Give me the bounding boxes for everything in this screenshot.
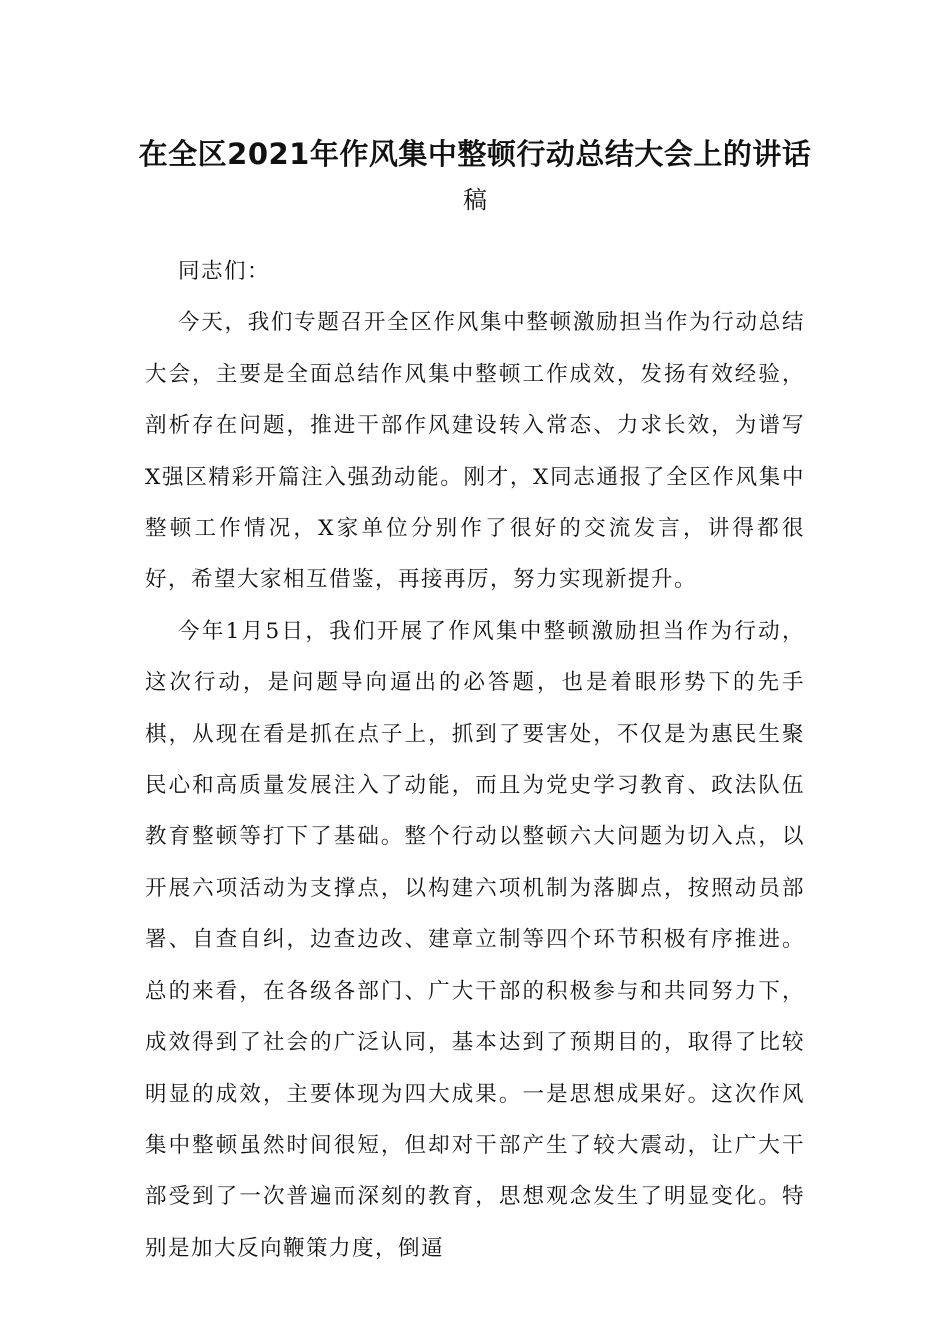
document-title: 在全区2021年作风集中整顿行动总结大会上的讲话 [138, 137, 812, 171]
document-title-continuation: 稿 [463, 186, 487, 214]
paragraph-2: 今年1月5日，我们开展了作风集中整顿激励担当作为行动，这次行动，是问题导向逼出的必答题，也是着眼形势下的先手棋，从现在看是抓在点子上，抓到了要害处，不仅是为惠民生聚民心和高质量发展注入了动能，而且为党史学习教育、政法队伍教育整顿等打下了基础。整个行动以整顿六大问题为切入点，以开展六项活动为支撑点，以构建六项机制为落脚点，按照动员部署、自查自纠，边查边改、建章立制等四个环节积极有序推进。总的来看，在各级各部门、广大干部的积极参与和共同努力下，成效得到了社会的广泛认同，基本达到了预期目的，取得了比较明显的成效，主要体现为四大成果。一是思想成果好。这次作风集中整顿虽然时间很短，但却对干部产生了较大震动，让广大干部受到了一次普遍而深刻的教育，思想观念发生了明显变化。特别是加大反向鞭策力度，倒逼 [145, 618, 805, 1261]
paragraph-1: 今天，我们专题召开全区作风集中整顿激励担当作为行动总结大会，主要是全面总结作风集中整顿工作成效，发扬有效经验，剖析存在问题，推进干部作风建设转入常态、力求长效，为谱写X强区精彩开篇注入强劲动能。刚才，X同志通报了全区作风集中整顿工作情况，X家单位分别作了很好的交流发言，讲得都很好，希望大家相互借鉴，再接再厉，努力实现新提升。 [145, 310, 805, 593]
salutation: 同志们： [178, 259, 271, 284]
document-body [145, 246, 805, 1274]
